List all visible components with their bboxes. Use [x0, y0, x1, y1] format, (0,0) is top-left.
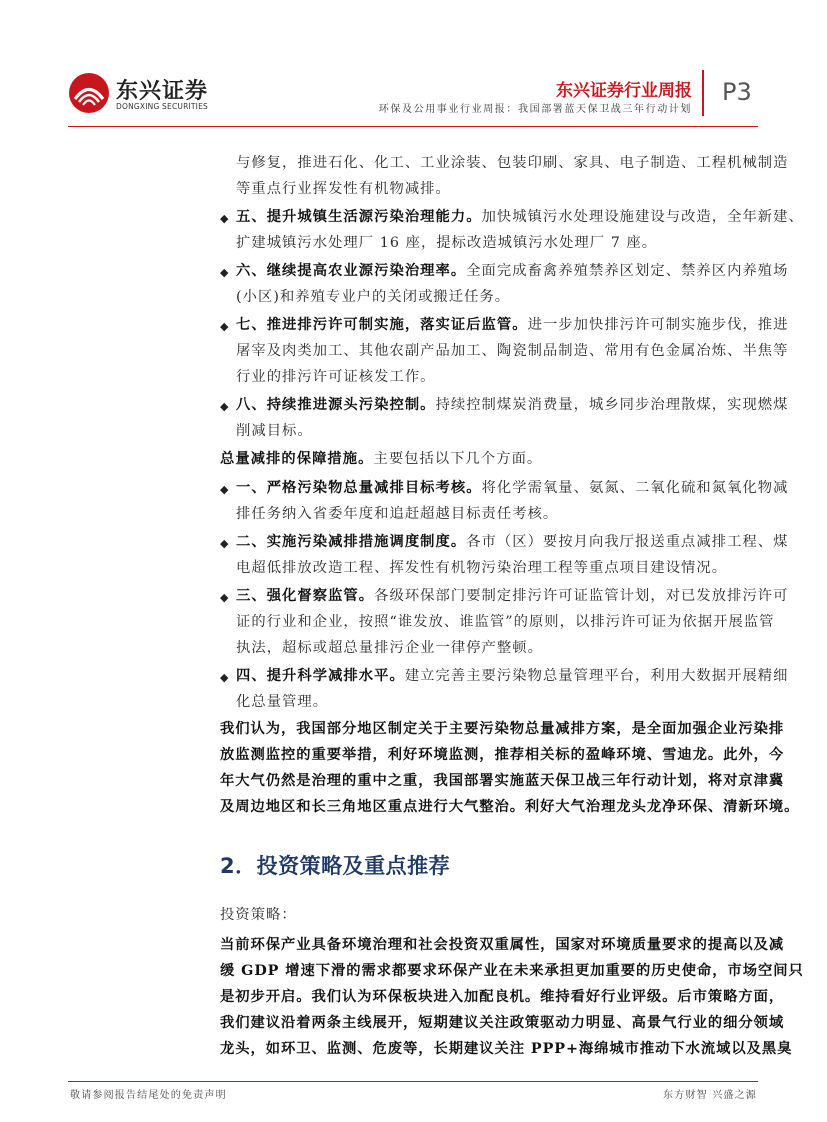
strategy-line: 龙头，如环卫、监测、危废等，长期建议关注 PPP+海绵城市推动下水流域以及黑臭 [220, 1041, 793, 1057]
diamond-bullet-icon: ◆ [220, 537, 229, 550]
text-line: 行业的排污许可证核发工作。 [236, 369, 436, 385]
diamond-bullet-icon: ◆ [220, 212, 229, 225]
list-item-title: 六、继续提高农业源污染治理率。 [236, 263, 467, 279]
list-item-title: 二、实施污染减排措施调度制度。 [236, 534, 467, 550]
list-item-text: 全面完成畜禽养殖禁养区划定、禁养区内养殖场 [466, 263, 789, 279]
page-number: P3 [722, 78, 752, 106]
footer-rule [68, 1081, 758, 1082]
diamond-bullet-icon: ◆ [220, 320, 229, 333]
list-item-text: 建立完善主要污染物总量管理平台，利用大数据开展精细 [404, 668, 789, 684]
diamond-bullet-icon: ◆ [220, 266, 229, 279]
list-item-text: 进一步加快排污许可制实施步伐，推进 [527, 317, 789, 333]
list-item-title: 七、推进排污许可制实施，落实证后监管。 [236, 317, 528, 333]
strategy-line: 我们建议沿着两条主线展开，短期建议关注政策驱动力明显、高景气行业的细分领域 [220, 1015, 785, 1031]
header-divider [702, 70, 704, 116]
paragraph-title: 总量减排的保障措施。 [220, 451, 374, 467]
header-rule [68, 126, 758, 127]
conclusion-line: 年大气仍然是治理的重中之重，我国部署实施蓝天保卫战三年行动计划，将对京津冀 [220, 773, 785, 789]
diamond-bullet-icon: ◆ [220, 671, 229, 684]
logo-english-name: DONGXING SECURITIES [116, 102, 208, 111]
diamond-bullet-icon: ◆ [220, 483, 229, 496]
list-item [236, 312, 789, 338]
paragraph-text: 主要包括以下几个方面。 [373, 451, 543, 467]
text-line: 排任务纳入省委年度和追赶超越目标责任考核。 [236, 506, 559, 522]
conclusion-line: 我们认为，我国部分地区制定关于主要污染物总量减排方案，是全面加强企业污染排 [220, 721, 785, 737]
conclusion-line: 及周边地区和长三角地区重点进行大气整治。利好大气治理龙头龙净环保、清新环境。 [220, 799, 800, 815]
text-line: 证的行业和企业，按照“谁发放、谁监管”的原则，以排污许可证为依据开展监管 [236, 614, 775, 630]
page-header [0, 0, 827, 130]
list-item-text: 各级环保部门要制定排污许可证监管计划，对已发放排污许可 [374, 588, 789, 604]
strategy-line: 当前环保产业具备环境治理和社会投资双重属性，国家对环境质量要求的提高以及减 [220, 937, 785, 953]
list-item-text: 将化学需氧量、氨氮、二氧化硫和氮氧化物减 [481, 480, 789, 496]
text-line: 电超低排放改造工程、挥发性有机物污染治理工程等重点项目建设情况。 [236, 560, 728, 576]
text-line: 扩建城镇污水处理厂 16 座，提标改造城镇污水处理厂 7 座。 [236, 235, 658, 251]
list-item [236, 663, 789, 689]
diamond-bullet-icon: ◆ [220, 400, 229, 413]
list-item [236, 258, 789, 284]
strategy-line: 缓 GDP 增速下滑的需求都要求环保产业在未来承担更加重要的历史使命，市场空间只 [220, 963, 804, 979]
text-line: 执法，超标或超总量排污企业一律停产整顿。 [236, 640, 543, 656]
list-item [236, 204, 804, 230]
list-item-title: 四、提升科学减排水平。 [236, 668, 405, 684]
footer-disclaimer: 敬请参阅报告结尾处的免责声明 [70, 1090, 227, 1101]
list-item-text: 持续控制煤炭消费量，城乡同步治理散煤，实现燃煤 [435, 397, 789, 413]
list-item-title: 八、持续推进源头污染控制。 [236, 397, 436, 413]
report-subtitle: 环保及公用事业行业周报：我国部署蓝天保卫战三年行动计划 [378, 104, 692, 115]
report-title: 东兴证券行业周报 [556, 81, 692, 101]
list-item-text: 加快城镇污水处理设施建设与改造，全年新建、 [481, 209, 804, 225]
footer-slogan: 东方财智 兴盛之源 [663, 1090, 757, 1101]
company-logo [68, 72, 208, 116]
list-item-title: 五、提升城镇生活源污染治理能力。 [236, 209, 482, 225]
strategy-label: 投资策略： [220, 907, 297, 923]
text-line: 化总量管理。 [236, 694, 329, 710]
list-item-title: 一、严格污染物总量减排目标考核。 [236, 480, 482, 496]
logo-chinese-name: 东兴证券 [116, 79, 209, 104]
dongxing-logo-icon [68, 72, 110, 114]
list-item [236, 475, 789, 501]
conclusion-line: 放监测监控的重要举措，利好环境监测，推荐相关标的盈峰环境、雪迪龙。此外，今 [220, 747, 785, 763]
diamond-bullet-icon: ◆ [220, 591, 229, 604]
list-item [236, 583, 789, 609]
text-line: 等重点行业挥发性有机物减排。 [236, 181, 451, 197]
text-line: 削减目标。 [236, 423, 313, 439]
text-line: (小区)和养殖专业户的关闭或搬迁任务。 [236, 289, 511, 305]
text-line: 与修复，推进石化、化工、工业涂装、包装印刷、家具、电子制造、工程机械制造 [236, 155, 789, 171]
paragraph [220, 446, 542, 472]
list-item-text: 各市（区）要按月向我厅报送重点减排工程、煤 [466, 534, 789, 550]
section-title: 2．投资策略及重点推荐 [220, 854, 451, 878]
strategy-line: 是初步开启。我们认为环保板块进入加配良机。维持看好行业评级。后市策略方面， [220, 989, 785, 1005]
list-item [236, 392, 789, 418]
list-item-title: 三、强化督察监管。 [236, 588, 375, 604]
text-line: 屠宰及肉类加工、其他农副产品加工、陶瓷制品制造、常用有色金属冶炼、半焦等 [236, 343, 789, 359]
list-item [236, 529, 789, 555]
